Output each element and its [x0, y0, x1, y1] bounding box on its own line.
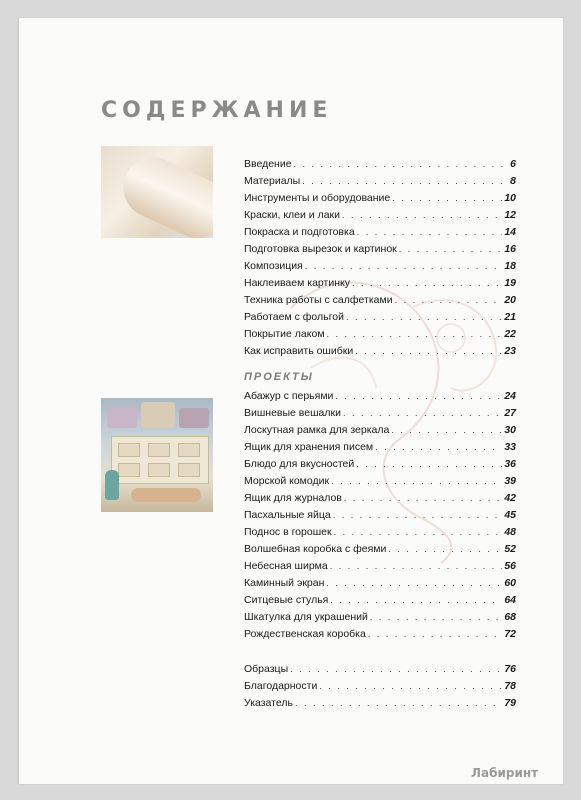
dot-leader	[388, 541, 502, 558]
vase-image	[105, 470, 119, 500]
toc-entry	[244, 541, 516, 558]
toc-entry-title: Краски, клеи и лаки	[244, 209, 341, 221]
dot-leader	[343, 405, 502, 422]
toc-entry-page: 16	[504, 243, 516, 255]
toc-entry-title: Морской комодик	[244, 475, 330, 487]
toc-entry-page: 6	[510, 158, 516, 170]
dot-leader	[399, 241, 503, 258]
toc-entry	[244, 626, 516, 643]
toc-entry-title: Ситцевые стулья	[244, 594, 329, 606]
toc-entry-page: 10	[504, 192, 516, 204]
toc-entry-title: Лоскутная рамка для зеркала	[244, 424, 390, 436]
toc-entry-page: 36	[504, 458, 516, 470]
toc-entry	[244, 292, 516, 309]
paper-roll-image	[113, 148, 213, 238]
toc-entry	[244, 490, 516, 507]
drawer	[148, 443, 170, 457]
dot-leader	[334, 524, 503, 541]
dot-leader	[346, 309, 502, 326]
toc-entry	[244, 275, 516, 292]
drawer	[118, 443, 140, 457]
page-title: СОДЕРЖАНИЕ	[101, 98, 333, 123]
dot-leader	[305, 258, 502, 275]
drawer	[118, 463, 140, 477]
hatbox-image	[107, 406, 137, 428]
toc-entry	[244, 524, 516, 541]
toc-entry-title: Материалы	[244, 175, 301, 187]
toc-entry-page: 12	[504, 209, 516, 221]
dot-leader	[368, 626, 502, 643]
toc-entry-title: Образцы	[244, 663, 289, 675]
toc-entry-title: Поднос в горошек	[244, 526, 332, 538]
back-matter-section	[244, 661, 516, 712]
toc-entry	[244, 507, 516, 524]
dot-leader	[392, 190, 502, 207]
drawer	[148, 463, 170, 477]
dot-leader	[326, 575, 502, 592]
toc-entry-title: Техника работы с салфетками	[244, 294, 393, 306]
toc-entry	[244, 473, 516, 490]
toc-entry-title: Шкатулка для украшений	[244, 611, 368, 623]
dot-leader	[355, 343, 502, 360]
watermark-logo: Лабиринт	[471, 766, 539, 780]
toc-entry-page: 22	[504, 328, 516, 340]
toc-entry-page: 76	[504, 663, 516, 675]
dot-leader	[327, 326, 503, 343]
toc-entry	[244, 592, 516, 609]
toc-entry	[244, 609, 516, 626]
table-of-contents	[244, 156, 516, 712]
toc-entry-title: Введение	[244, 158, 292, 170]
toc-entry	[244, 343, 516, 360]
toc-entry-page: 18	[504, 260, 516, 272]
toc-entry-title: Покраска и подготовка	[244, 226, 355, 238]
toc-entry-page: 52	[504, 543, 516, 555]
toc-entry-page: 48	[504, 526, 516, 538]
toc-entry-page: 64	[504, 594, 516, 606]
hatbox-image	[141, 402, 175, 428]
toc-entry-page: 60	[504, 577, 516, 589]
toc-entry-page: 42	[504, 492, 516, 504]
toc-entry-title: Абажур с перьями	[244, 390, 334, 402]
dot-leader	[357, 224, 503, 241]
dot-leader	[330, 592, 502, 609]
dot-leader	[333, 507, 503, 524]
toc-entry-title: Инструменты и оборудование	[244, 192, 391, 204]
toc-entry-page: 72	[504, 628, 516, 640]
toc-entry	[244, 558, 516, 575]
dot-leader	[375, 439, 502, 456]
toc-entry-page: 33	[504, 441, 516, 453]
dot-leader	[370, 609, 502, 626]
dot-leader	[391, 422, 502, 439]
toc-entry	[244, 575, 516, 592]
projects-heading: ПРОЕКТЫ	[244, 371, 314, 383]
dot-leader	[331, 473, 502, 490]
toc-entry-page: 14	[504, 226, 516, 238]
chest-of-drawers-image	[111, 436, 209, 484]
toc-entry-title: Указатель	[244, 697, 293, 709]
toc-entry-page: 19	[504, 277, 516, 289]
toc-entry-title: Пасхальные яйца	[244, 509, 331, 521]
toc-entry-title: Волшебная коробка с феями	[244, 543, 387, 555]
toc-entry	[244, 207, 516, 224]
dot-leader	[302, 173, 508, 190]
book-page	[18, 18, 563, 784]
toc-entry	[244, 156, 516, 173]
toc-entry	[244, 695, 516, 712]
toc-entry-page: 68	[504, 611, 516, 623]
intro-section	[244, 156, 516, 360]
toc-entry	[244, 258, 516, 275]
dot-leader	[319, 678, 502, 695]
dot-leader	[356, 456, 502, 473]
toc-entry-page: 56	[504, 560, 516, 572]
toc-entry	[244, 405, 516, 422]
toc-entry-page: 39	[504, 475, 516, 487]
toc-entry-page: 24	[504, 390, 516, 402]
toc-entry-title: Вишневые вешалки	[244, 407, 341, 419]
toc-entry	[244, 439, 516, 456]
toc-entry	[244, 224, 516, 241]
dot-leader	[330, 558, 503, 575]
toc-entry-title: Небесная ширма	[244, 560, 328, 572]
toc-entry	[244, 241, 516, 258]
toc-entry-title: Ящик для журналов	[244, 492, 342, 504]
toc-entry	[244, 326, 516, 343]
toc-entry	[244, 678, 516, 695]
projects-section	[244, 388, 516, 643]
toc-entry-page: 30	[504, 424, 516, 436]
dot-leader	[290, 661, 502, 678]
dot-leader	[344, 490, 502, 507]
toc-entry-title: Благодарности	[244, 680, 318, 692]
toc-entry	[244, 173, 516, 190]
toc-entry-page: 23	[504, 345, 516, 357]
toc-entry	[244, 190, 516, 207]
toc-entry-title: Покрытие лаком	[244, 328, 325, 340]
toc-entry-title: Наклеиваем картинку	[244, 277, 350, 289]
toc-entry-title: Каминный экран	[244, 577, 325, 589]
projects-photo	[101, 398, 213, 512]
toc-entry-title: Работаем с фольгой	[244, 311, 344, 323]
drawer	[178, 443, 200, 457]
toc-entry-page: 20	[504, 294, 516, 306]
toc-entry	[244, 388, 516, 405]
toc-entry-title: Подготовка вырезок и картинок	[244, 243, 397, 255]
dot-leader	[295, 695, 502, 712]
toc-entry-title: Рождественская коробка	[244, 628, 366, 640]
dot-leader	[395, 292, 503, 309]
dot-leader	[342, 207, 502, 224]
toc-entry-page: 78	[504, 680, 516, 692]
hatbox-image	[179, 408, 209, 428]
dot-leader	[352, 275, 502, 292]
toc-entry-title: Блюдо для вкусностей	[244, 458, 355, 470]
toc-entry-title: Композиция	[244, 260, 303, 272]
toc-entry-title: Ящик для хранения писем	[244, 441, 374, 453]
dot-leader	[335, 388, 502, 405]
toc-entry-page: 79	[504, 697, 516, 709]
toc-entry-title: Как исправить ошибки	[244, 345, 354, 357]
toc-entry-page: 8	[510, 175, 516, 187]
toc-entry-page: 27	[504, 407, 516, 419]
toc-entry-page: 21	[504, 311, 516, 323]
materials-photo	[101, 146, 213, 238]
dot-leader	[294, 156, 509, 173]
drawer	[178, 463, 200, 477]
toc-entry	[244, 422, 516, 439]
toc-entry	[244, 309, 516, 326]
toc-entry-page: 45	[504, 509, 516, 521]
toc-entry	[244, 456, 516, 473]
seashells-image	[131, 488, 201, 502]
toc-entry	[244, 661, 516, 678]
